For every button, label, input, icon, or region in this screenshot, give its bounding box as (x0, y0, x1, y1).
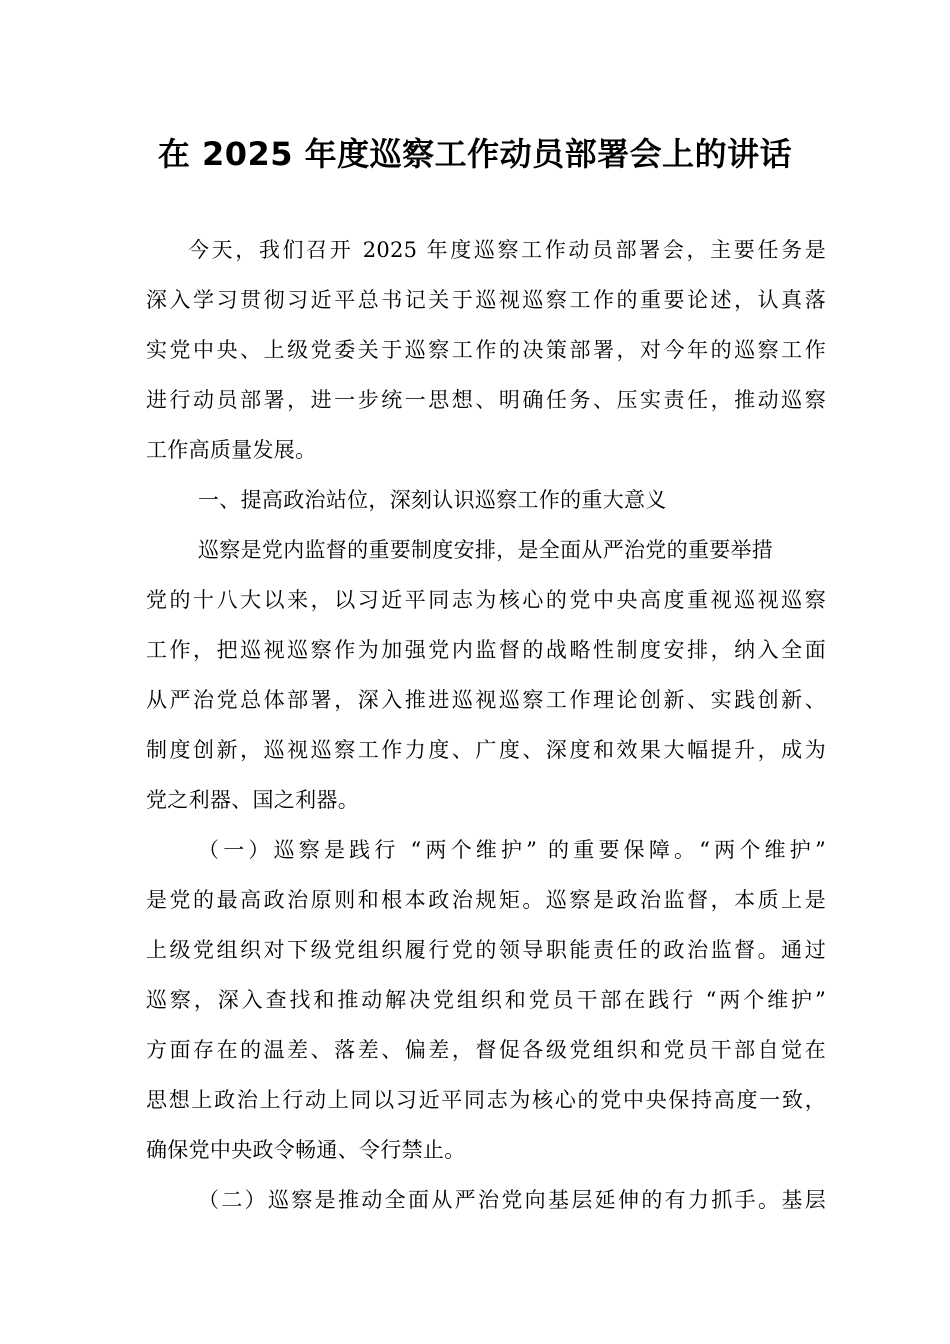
paragraph-line: 巡察，深入查找和推动解决党组织和党员干部在践行 “两个维护” (146, 988, 826, 1012)
section-heading: 一、提高政治站位，深刻认识巡察工作的重大意义 (198, 488, 667, 512)
paragraph-line: 深入学习贯彻习近平总书记关于巡视巡察工作的重要论述，认真落 (146, 288, 826, 312)
paragraph-line: 制度创新，巡视巡察工作力度、广度、深度和效果大幅提升，成为 (146, 738, 826, 762)
subsection-heading: （一）巡察是践行 “两个维护” 的重要保障。“两个维护” (198, 838, 826, 862)
paragraph-line: 工作高质量发展。 (146, 438, 317, 462)
paragraph-line: 工作，把巡视巡察作为加强党内监督的战略性制度安排，纳入全面 (146, 638, 826, 662)
paragraph-line: 进行动员部署，进一步统一思想、明确任务、压实责任，推动巡察 (146, 388, 826, 412)
paragraph-line: 确保党中央政令畅通、令行禁止。 (146, 1138, 466, 1162)
paragraph-line: 上级党组织对下级党组织履行党的领导职能责任的政治监督。通过 (146, 938, 826, 962)
paragraph-line: 是党的最高政治原则和根本政治规矩。巡察是政治监督，本质上是 (146, 888, 826, 912)
paragraph-line: 党的十八大以来，以习近平同志为核心的党中央高度重视巡视巡察 (146, 588, 826, 612)
document-title: 在 2025 年度巡察工作动员部署会上的讲话 (157, 135, 793, 173)
paragraph-line: 实党中央、上级党委关于巡察工作的决策部署，对今年的巡察工作 (146, 338, 826, 362)
paragraph-line: 今天，我们召开 2025 年度巡察工作动员部署会，主要任务是 (188, 238, 826, 262)
paragraph-line: 思想上政治上行动上同以习近平同志为核心的党中央保持高度一致， (146, 1088, 826, 1112)
paragraph-line: 从严治党总体部署，深入推进巡视巡察工作理论创新、实践创新、 (146, 688, 826, 712)
paragraph-line: 党之利器、国之利器。 (146, 788, 359, 812)
paragraph-line: 方面存在的温差、落差、偏差，督促各级党组织和党员干部自觉在 (146, 1038, 826, 1062)
subsection-heading: （二）巡察是推动全面从严治党向基层延伸的有力抓手。基层 (198, 1188, 826, 1212)
paragraph-line: 巡察是党内监督的重要制度安排，是全面从严治党的重要举措 (198, 538, 774, 562)
